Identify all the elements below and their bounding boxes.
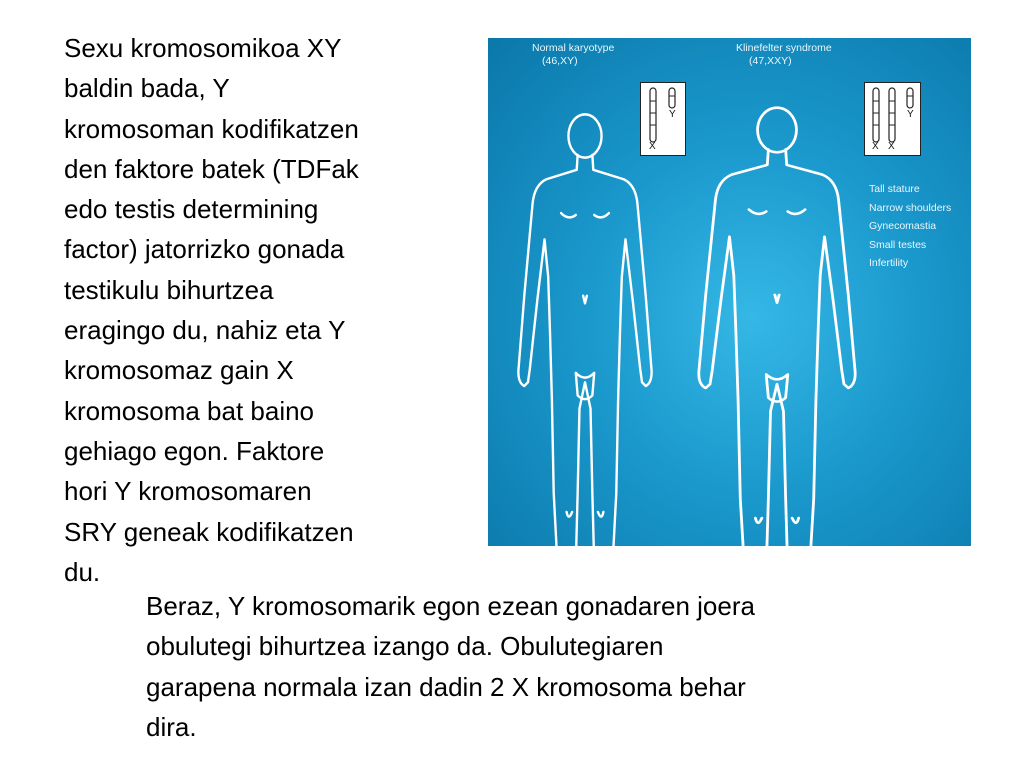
normal-male-silhouette: [518, 114, 651, 546]
karyotype-comparison-figure: [488, 38, 971, 546]
normal-chromosome-drawing: [641, 83, 687, 157]
normal-karyotype-box: [640, 82, 686, 156]
klinefelter-title: Klinefelter syndrome: [736, 42, 832, 54]
trait-item: Gynecomastia: [869, 220, 937, 232]
normal-karyotype-title: Normal karyotype: [532, 42, 615, 54]
trait-item: Small testes: [869, 238, 927, 251]
bottom-paragraph: Beraz, Y kromosomarik egon ezean gonadaren joera obulutegi bihurtzea izango da. Obulutegiaren garapena normala izan dadin 2 X kromosoma behar dira.: [146, 591, 755, 742]
trait-item: Tall stature: [869, 183, 920, 195]
trait-item: Infertility: [869, 257, 909, 269]
klinefelter-karyotype-box: [864, 82, 921, 156]
chromosome-label-x: X: [649, 141, 656, 152]
klinefelter-male-silhouette: [699, 108, 855, 546]
left-paragraph: Sexu kromosomikoa XY baldin bada, Y kromosoman kodifikatzen den faktore batek (TDFak edo testis determining factor) jatorrizko gonada testikulu bihurtzea eragingo du, nahiz eta Y kromosomaz gain X kromosoma bat baino gehiago egon. Faktore hori Y kromosomaren SRY geneak kodifikatzen du.: [64, 33, 359, 587]
chromosome-label-x1: X: [872, 141, 879, 152]
klinefelter-subtitle: (47,XXY): [749, 55, 792, 67]
klinefelter-traits-list: [869, 180, 951, 273]
chromosome-label-y: Y: [907, 109, 914, 120]
trait-item: Narrow shoulders: [869, 201, 952, 214]
chromosome-label-y: Y: [669, 109, 676, 120]
normal-karyotype-subtitle: (46,XY): [542, 55, 578, 67]
chromosome-label-x2: X: [888, 141, 895, 152]
